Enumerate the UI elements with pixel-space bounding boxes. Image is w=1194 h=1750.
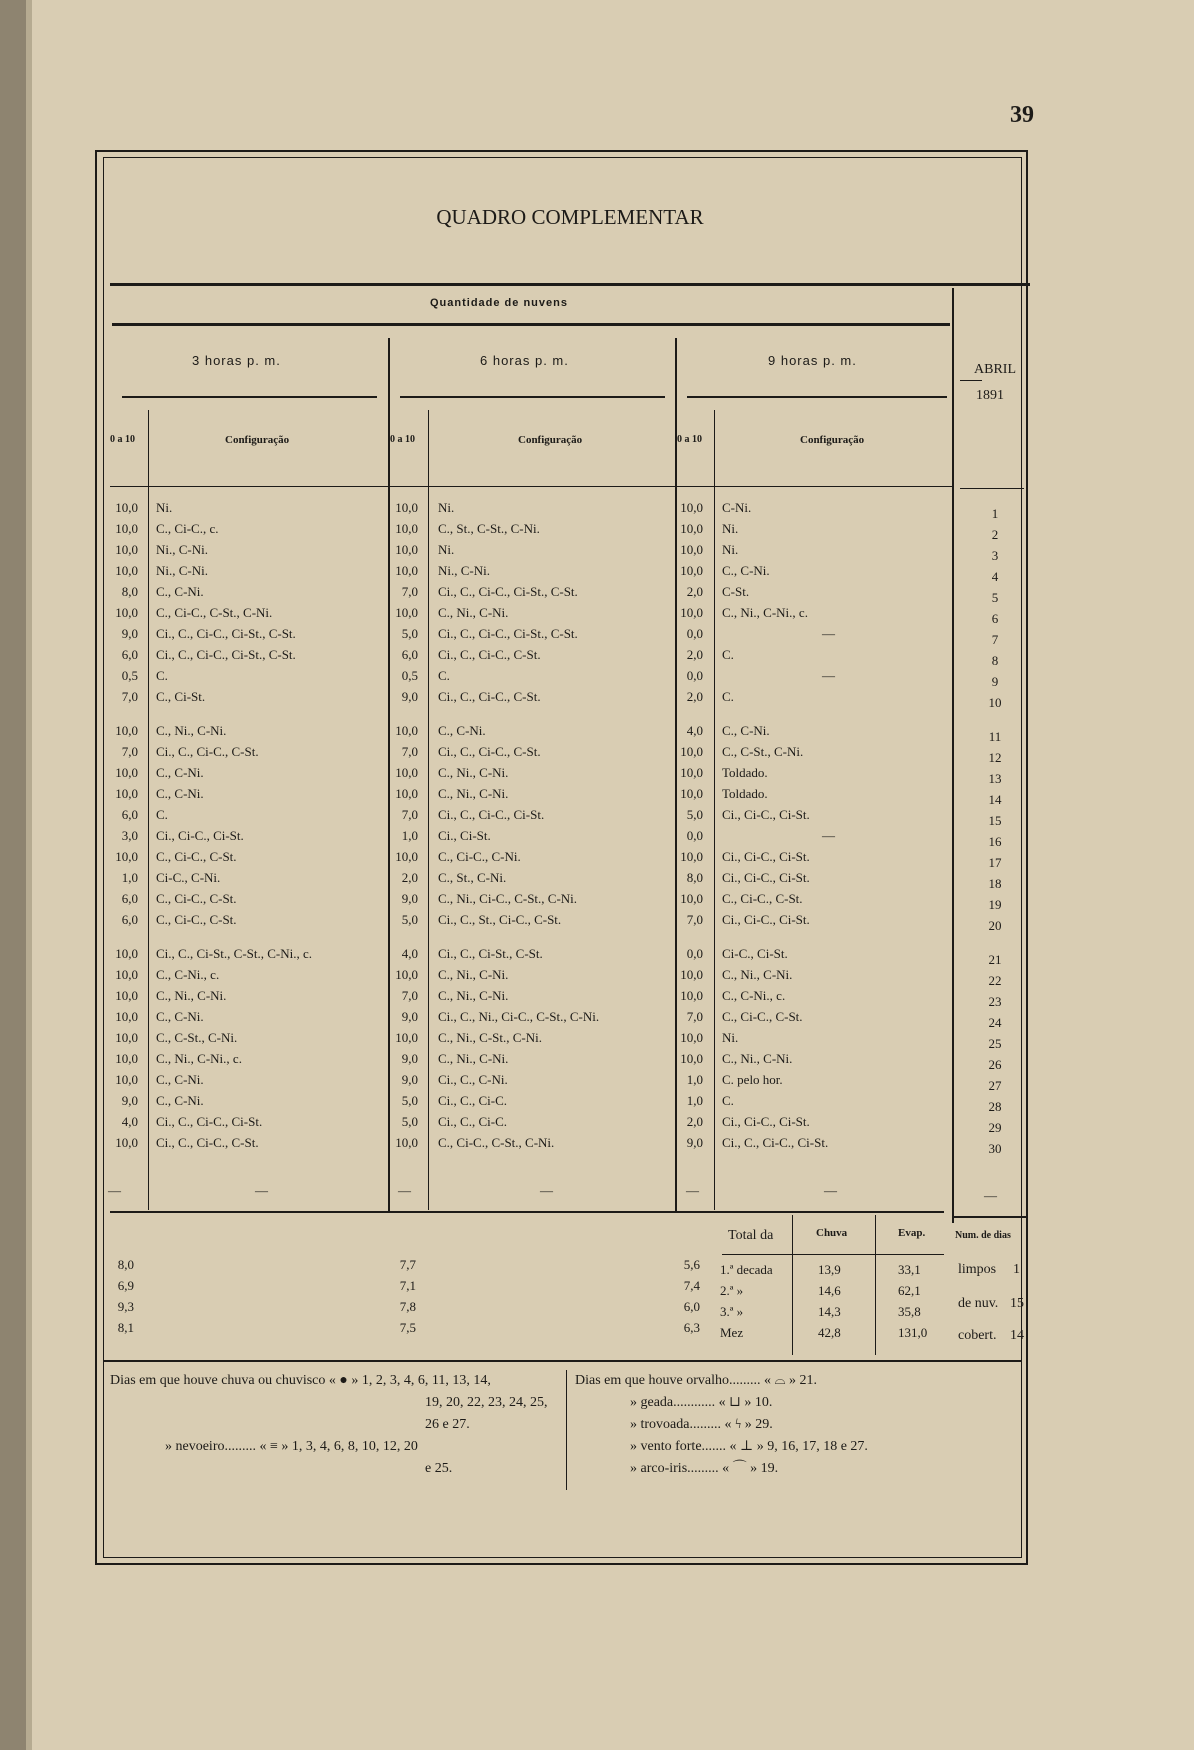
dash-day: —	[984, 1188, 997, 1203]
amount-3pm-cell: 10,0	[115, 946, 138, 961]
config-3pm-cell: Ci., C., Ci-St., C-St., C-Ni., c.	[156, 946, 313, 961]
amount-9pm-cell: 2,0	[686, 647, 703, 662]
totals-divider-1	[792, 1215, 793, 1355]
day-number-cell: 14	[988, 792, 1002, 807]
amount-9pm-cell: 9,0	[686, 1135, 703, 1150]
config-9pm-cell: C., C-Ni., c.	[722, 988, 786, 1003]
config-3pm-cell: Ci-C., C-Ni.	[156, 870, 221, 885]
amount-6pm-cell: 9,0	[401, 1009, 418, 1024]
dash-c1: —	[255, 1183, 268, 1198]
config-6pm-cell: Ni.	[438, 500, 455, 515]
config-3pm-cell: C., Ci-C., C-St.	[156, 849, 237, 864]
amount-6pm-cell: 1,0	[401, 828, 418, 843]
amount-9pm-cell: 10,0	[680, 891, 703, 906]
average-p1-cell: 8,1	[117, 1320, 134, 1335]
config-6pm-cell: C., Ni., C-Ni.	[438, 765, 509, 780]
config-6pm-cell: C., C-Ni.	[438, 723, 486, 738]
amount-6pm-cell: 7,0	[401, 807, 418, 822]
config-3pm-cell: C., C-Ni.	[156, 765, 204, 780]
amount-9pm-cell: 2,0	[686, 584, 703, 599]
amount-9pm-cell: 10,0	[680, 765, 703, 780]
config-9pm-cell: C. pelo hor.	[722, 1072, 783, 1087]
totals-header-rule	[722, 1254, 944, 1255]
config-3pm-cell: C., C-St., C-Ni.	[156, 1030, 238, 1045]
amount-9pm-cell: 0,0	[686, 626, 703, 641]
amount-9pm-cell: 10,0	[680, 500, 703, 515]
nuv-value: 15	[1010, 1296, 1024, 1311]
amount-9pm-cell: 10,0	[680, 988, 703, 1003]
book-binding-edge	[26, 0, 32, 1750]
config-6pm-cell: Ci., C., Ci-C., C-St.	[438, 744, 541, 759]
config-3pm-cell: Ci., C., Ci-C., Ci-St.	[156, 1114, 263, 1129]
amount-6pm-cell: 7,0	[401, 584, 418, 599]
amount-6pm-cell: 6,0	[401, 647, 418, 662]
average-p2-cell: 7,7	[399, 1257, 416, 1272]
totals-label-cell: 1.ª decada	[720, 1262, 773, 1277]
config-3pm-cell: C., C-Ni.	[156, 1093, 204, 1108]
config-9pm-cell: C., Ci-C., C-St.	[722, 1009, 803, 1024]
day-number-cell: 25	[988, 1036, 1002, 1051]
amount-6pm-cell: 9,0	[401, 1051, 418, 1066]
legend-rain-line2: 19, 20, 22, 23, 24, 25,	[425, 1395, 548, 1410]
average-p1-cell: 8,0	[117, 1257, 134, 1272]
amount-3pm-cell: 10,0	[115, 1009, 138, 1024]
amount-3pm-cell: 10,0	[115, 967, 138, 982]
config-6pm-cell: C., Ni., C-Ni.	[438, 1051, 509, 1066]
config-9pm-cell: C-Ni.	[722, 500, 752, 515]
config-3pm-cell: C., Ni., C-Ni., c.	[156, 1051, 242, 1066]
col-config-p1: Configuração	[225, 434, 290, 446]
config-3pm-cell: C., Ci-St.	[156, 689, 206, 704]
config-3pm-cell: Ci., C., Ci-C., Ci-St., C-St.	[156, 647, 296, 662]
config-6pm-cell: Ci., C., Ci-C.	[438, 1093, 507, 1108]
totals-header: Total da	[728, 1228, 774, 1243]
day-number-cell: 13	[988, 771, 1002, 786]
amount-9pm-cell: 10,0	[680, 1051, 703, 1066]
day-number-cell: 3	[991, 548, 999, 563]
amount-9pm-cell: 10,0	[680, 849, 703, 864]
config-3pm-cell: C., Ci-C., C-St., C-Ni.	[156, 605, 273, 620]
dash-a2: —	[398, 1183, 411, 1198]
legend-rainbow: » arco-iris......... « ⌒ » 19.	[630, 1461, 779, 1476]
day-number-cell: 18	[988, 876, 1002, 891]
amount-3pm-cell: 6,0	[121, 807, 138, 822]
amount-6pm-cell: 10,0	[395, 765, 418, 780]
average-p3-cell: 6,3	[683, 1320, 700, 1335]
legend-fog-line2: e 25.	[425, 1461, 453, 1476]
config-9pm-cell: Ni.	[722, 521, 739, 536]
config-3pm-cell: C., C-Ni.	[156, 1009, 204, 1024]
amount-6pm-cell: 5,0	[401, 912, 418, 927]
amount-3pm-cell: 1,0	[121, 870, 138, 885]
amount-6pm-cell: 10,0	[395, 542, 418, 557]
evap-value-cell: 131,0	[898, 1325, 928, 1340]
config-9pm-cell: C.	[722, 1093, 734, 1108]
day-number-cell: 24	[988, 1015, 1002, 1030]
config-9pm-cell: C., C-St., C-Ni.	[722, 744, 804, 759]
page-title: QUADRO COMPLEMENTAR	[436, 205, 704, 229]
amount-9pm-cell: 0,0	[686, 828, 703, 843]
average-p1-cell: 6,9	[117, 1278, 134, 1293]
evap-value-cell: 33,1	[898, 1262, 921, 1277]
config-3pm-cell: Ci., C., Ci-C., C-St.	[156, 1135, 259, 1150]
amount-6pm-cell: 10,0	[395, 605, 418, 620]
amount-3pm-cell: 0,5	[121, 668, 138, 683]
config-6pm-cell: C., Ni., C-Ni.	[438, 605, 509, 620]
config-3pm-cell: C., Ci-C., c.	[156, 521, 219, 536]
legend-top-rule	[103, 1360, 1022, 1362]
amount-9pm-cell: 2,0	[686, 1114, 703, 1129]
config-9pm-cell: Ci., Ci-C., Ci-St.	[722, 1114, 810, 1129]
book-binding	[0, 0, 26, 1750]
config-6pm-cell: C., Ni., C-Ni.	[438, 786, 509, 801]
amount-9pm-cell: 2,0	[686, 689, 703, 704]
day-number-cell: 6	[991, 611, 999, 626]
config-6pm-cell: C., Ni., Ci-C., C-St., C-Ni.	[438, 891, 578, 906]
config-3pm-cell: Ni., C-Ni.	[156, 563, 208, 578]
amount-6pm-cell: 9,0	[401, 1072, 418, 1087]
config-6pm-cell: C., Ni., C-Ni.	[438, 967, 509, 982]
config-9pm-cell: C.	[722, 689, 734, 704]
col-amount-p3: 0 a 10	[677, 434, 702, 445]
amount-3pm-cell: 10,0	[115, 1030, 138, 1045]
config-6pm-cell: Ni., C-Ni.	[438, 563, 490, 578]
amount-6pm-cell: 5,0	[401, 1114, 418, 1129]
config-9pm-cell: C.	[722, 647, 734, 662]
day-number-cell: 1	[991, 506, 999, 521]
cobert-value: 14	[1010, 1328, 1024, 1343]
day-number-cell: 5	[991, 590, 999, 605]
config-6pm-cell: C., Ci-C., C-St., C-Ni.	[438, 1135, 555, 1150]
amount-3pm-cell: 10,0	[115, 1051, 138, 1066]
config-3pm-cell: Ni., C-Ni.	[156, 542, 208, 557]
amount-6pm-cell: 4,0	[401, 946, 418, 961]
config-9pm-cell: Ci., Ci-C., Ci-St.	[722, 807, 810, 822]
day-number-cell: 26	[988, 1057, 1002, 1072]
average-p3-cell: 6,0	[683, 1299, 700, 1314]
col-amount-p1: 0 a 10	[110, 434, 135, 445]
day-number-cell: 16	[988, 834, 1002, 849]
amount-3pm-cell: 10,0	[115, 563, 138, 578]
totals-label-cell: Mez	[720, 1325, 744, 1340]
day-number-cell: 23	[988, 994, 1002, 1009]
amount-3pm-cell: 10,0	[115, 786, 138, 801]
amount-3pm-cell: 10,0	[115, 542, 138, 557]
amount-9pm-cell: 10,0	[680, 786, 703, 801]
amount-3pm-cell: 6,0	[121, 891, 138, 906]
config-6pm-cell: Ci., C., Ci-C.	[438, 1114, 507, 1129]
amount-6pm-cell: 2,0	[401, 870, 418, 885]
config-6pm-cell: C., Ci-C., C-Ni.	[438, 849, 521, 864]
amount-6pm-cell: 10,0	[395, 563, 418, 578]
evap-value-cell: 62,1	[898, 1283, 921, 1298]
config-9pm-cell: —	[822, 828, 835, 843]
day-number-cell: 19	[988, 897, 1002, 912]
average-p2-cell: 7,8	[399, 1299, 416, 1314]
day-number-cell: 10	[988, 695, 1002, 710]
config-3pm-cell: C.	[156, 668, 168, 683]
amount-9pm-cell: 7,0	[686, 1009, 703, 1024]
config-9pm-cell: Ci., Ci-C., Ci-St.	[722, 849, 810, 864]
amount-6pm-cell: 9,0	[401, 891, 418, 906]
period-6pm: 6 horas p. m.	[480, 353, 569, 368]
section-title-rule	[112, 323, 950, 326]
numdias-header: Num. de dias	[955, 1230, 1011, 1241]
config-9pm-cell: Toldado.	[722, 786, 768, 801]
totals-label-cell: 2.ª »	[720, 1283, 744, 1298]
amount-3pm-cell: 7,0	[121, 689, 138, 704]
amount-3pm-cell: 10,0	[115, 521, 138, 536]
amount-3pm-cell: 8,0	[121, 584, 138, 599]
month-label: ABRIL	[974, 362, 1016, 377]
nuv-label: de nuv.	[958, 1296, 999, 1311]
amount-6pm-cell: 7,0	[401, 744, 418, 759]
year-label: 1891	[976, 388, 1004, 403]
period-3pm: 3 horas p. m.	[192, 353, 281, 368]
amount-9pm-cell: 10,0	[680, 521, 703, 536]
amount-6pm-cell: 5,0	[401, 1093, 418, 1108]
rain-header: Chuva	[816, 1227, 848, 1239]
amount-6pm-cell: 5,0	[401, 626, 418, 641]
day-number-cell: 20	[988, 918, 1002, 933]
amount-6pm-cell: 9,0	[401, 689, 418, 704]
col-config-p2: Configuração	[518, 434, 583, 446]
amount-9pm-cell: 10,0	[680, 1030, 703, 1045]
amount-6pm-cell: 10,0	[395, 786, 418, 801]
amount-9pm-cell: 1,0	[686, 1072, 703, 1087]
amount-3pm-cell: 3,0	[121, 828, 138, 843]
average-p3-cell: 5,6	[683, 1257, 700, 1272]
config-9pm-cell: C., Ni., C-Ni.	[722, 967, 793, 982]
day-number-cell: 30	[988, 1141, 1002, 1156]
amount-6pm-cell: 10,0	[395, 723, 418, 738]
config-6pm-cell: Ci., C., Ci-C., Ci-St., C-St.	[438, 626, 578, 641]
config-6pm-cell: Ci., C., Ci-C., C-St.	[438, 647, 541, 662]
totals-divider-2	[875, 1215, 876, 1355]
amount-9pm-cell: 10,0	[680, 605, 703, 620]
day-number-cell: 15	[988, 813, 1002, 828]
amount-3pm-cell: 10,0	[115, 1072, 138, 1087]
legend-rain-line1: Dias em que houve chuva ou chuvisco « ● » 1, 2, 3, 4, 6, 11, 13, 14,	[110, 1373, 491, 1388]
config-6pm-cell: C., St., C-Ni.	[438, 870, 507, 885]
amount-9pm-cell: 1,0	[686, 1093, 703, 1108]
config-9pm-cell: Toldado.	[722, 765, 768, 780]
amount-3pm-cell: 6,0	[121, 647, 138, 662]
period1-rule	[122, 396, 377, 398]
legend-thunder: » trovoada......... « ϟ » 29.	[630, 1417, 773, 1432]
evap-header: Evap.	[898, 1227, 926, 1239]
col-divider-p2	[428, 410, 429, 1210]
month-column-divider	[952, 288, 954, 1223]
config-9pm-cell: Ci., C., Ci-C., Ci-St.	[722, 1135, 829, 1150]
amount-6pm-cell: 0,5	[401, 668, 418, 683]
day-number-cell: 2	[991, 527, 999, 542]
config-3pm-cell: C., Ni., C-Ni.	[156, 988, 227, 1003]
amount-3pm-cell: 9,0	[121, 1093, 138, 1108]
config-9pm-cell: Ni.	[722, 542, 739, 557]
day-number-cell: 7	[991, 632, 999, 647]
page-number: 39	[1010, 102, 1034, 128]
amount-3pm-cell: 10,0	[115, 500, 138, 515]
amount-6pm-cell: 10,0	[395, 967, 418, 982]
amount-3pm-cell: 9,0	[121, 626, 138, 641]
config-9pm-cell: C., Ni., C-Ni., c.	[722, 605, 808, 620]
period-9pm: 9 horas p. m.	[768, 353, 857, 368]
evap-value-cell: 35,8	[898, 1304, 921, 1319]
day-number-cell: 12	[988, 750, 1002, 765]
config-6pm-cell: C., St., C-St., C-Ni.	[438, 521, 540, 536]
config-9pm-cell: —	[822, 668, 835, 683]
dash-c3: —	[824, 1183, 837, 1198]
limpos-value: 1	[1013, 1262, 1020, 1277]
day-number-cell: 11	[988, 729, 1002, 744]
col-divider-p1	[148, 410, 149, 1210]
dash-a3: —	[686, 1183, 699, 1198]
legend-frost: » geada............ « ⊔ » 10.	[630, 1395, 773, 1410]
legend-dew: Dias em que houve orvalho......... « ⌓ » 21.	[575, 1373, 818, 1388]
config-9pm-cell: Ci., Ci-C., Ci-St.	[722, 912, 810, 927]
config-6pm-cell: Ci., C., Ci-C., C-St.	[438, 689, 541, 704]
day-number-cell: 8	[991, 653, 999, 668]
amount-3pm-cell: 10,0	[115, 765, 138, 780]
config-6pm-cell: Ni.	[438, 542, 455, 557]
amount-6pm-cell: 7,0	[401, 988, 418, 1003]
amount-6pm-cell: 10,0	[395, 849, 418, 864]
config-6pm-cell: Ci., Ci-St.	[438, 828, 491, 843]
amount-6pm-cell: 10,0	[395, 1135, 418, 1150]
rain-value-cell: 42,8	[818, 1325, 841, 1340]
limpos-label: limpos	[958, 1262, 997, 1277]
config-9pm-cell: Ci., Ci-C., Ci-St.	[722, 870, 810, 885]
config-9pm-cell: C., C-Ni.	[722, 563, 770, 578]
numdias-top-rule	[953, 1216, 1026, 1218]
day-number-cell: 28	[988, 1099, 1002, 1114]
dash-a1: —	[108, 1183, 121, 1198]
amount-6pm-cell: 10,0	[395, 521, 418, 536]
day-number-cell: 17	[988, 855, 1002, 870]
legend-rain-line3: 26 e 27.	[425, 1417, 470, 1432]
config-3pm-cell: Ni.	[156, 500, 173, 515]
amount-9pm-cell: 8,0	[686, 870, 703, 885]
config-3pm-cell: C.	[156, 807, 168, 822]
amount-3pm-cell: 10,0	[115, 988, 138, 1003]
legend-divider	[566, 1370, 567, 1490]
amount-9pm-cell: 4,0	[686, 723, 703, 738]
dash-c2: —	[540, 1183, 553, 1198]
config-9pm-cell: Ci-C., Ci-St.	[722, 946, 788, 961]
average-p3-cell: 7,4	[683, 1278, 700, 1293]
rain-value-cell: 14,3	[818, 1304, 841, 1319]
amount-9pm-cell: 10,0	[680, 563, 703, 578]
legend-wind: » vento forte....... « ⊥ » 9, 16, 17, 18 e 27.	[630, 1439, 868, 1454]
amount-9pm-cell: 7,0	[686, 912, 703, 927]
month-header-rule	[960, 488, 1024, 489]
config-3pm-cell: Ci., Ci-C., Ci-St.	[156, 828, 244, 843]
amount-3pm-cell: 7,0	[121, 744, 138, 759]
config-6pm-cell: Ci., C., St., Ci-C., C-St.	[438, 912, 562, 927]
config-9pm-cell: Ni.	[722, 1030, 739, 1045]
header-bottom-rule	[110, 486, 952, 487]
col-divider-p3	[714, 410, 715, 1210]
amount-6pm-cell: 10,0	[395, 1030, 418, 1045]
day-number-cell: 27	[988, 1078, 1002, 1093]
amount-3pm-cell: 10,0	[115, 723, 138, 738]
amount-3pm-cell: 10,0	[115, 605, 138, 620]
config-3pm-cell: C., Ni., C-Ni.	[156, 723, 227, 738]
config-6pm-cell: Ci., C., Ni., Ci-C., C-St., C-Ni.	[438, 1009, 600, 1024]
config-9pm-cell: —	[822, 626, 835, 641]
average-p2-cell: 7,1	[399, 1278, 416, 1293]
col-config-p3: Configuração	[800, 434, 865, 446]
legend-fog-line1: » nevoeiro......... « ≡ » 1, 3, 4, 6, 8, 10, 12, 20	[165, 1439, 418, 1454]
day-number-cell: 21	[988, 952, 1002, 967]
totals-label-cell: 3.ª »	[720, 1304, 744, 1319]
day-number-cell: 4	[991, 569, 999, 584]
rain-value-cell: 13,9	[818, 1262, 841, 1277]
config-3pm-cell: C., C-Ni.	[156, 786, 204, 801]
average-p1-cell: 9,3	[117, 1299, 134, 1314]
config-9pm-cell: C., C-Ni.	[722, 723, 770, 738]
config-6pm-cell: C., Ni., C-St., C-Ni.	[438, 1030, 543, 1045]
config-6pm-cell: Ci., C., Ci-C., Ci-St.	[438, 807, 545, 822]
amount-9pm-cell: 10,0	[680, 744, 703, 759]
amount-6pm-cell: 10,0	[395, 500, 418, 515]
config-3pm-cell: Ci., C., Ci-C., C-St.	[156, 744, 259, 759]
config-3pm-cell: C., C-Ni.	[156, 584, 204, 599]
amount-9pm-cell: 10,0	[680, 967, 703, 982]
amount-3pm-cell: 10,0	[115, 1135, 138, 1150]
amount-3pm-cell: 6,0	[121, 912, 138, 927]
period2-rule	[400, 396, 665, 398]
amount-9pm-cell: 0,0	[686, 668, 703, 683]
amount-3pm-cell: 4,0	[121, 1114, 138, 1129]
config-3pm-cell: C., Ci-C., C-St.	[156, 912, 237, 927]
config-3pm-cell: Ci., C., Ci-C., Ci-St., C-St.	[156, 626, 296, 641]
amount-9pm-cell: 0,0	[686, 946, 703, 961]
config-6pm-cell: Ci., C., C-Ni.	[438, 1072, 508, 1087]
month-rule	[960, 380, 982, 381]
config-9pm-cell: C-St.	[722, 584, 750, 599]
config-6pm-cell: Ci., C., Ci-St., C-St.	[438, 946, 543, 961]
config-6pm-cell: Ci., C., Ci-C., Ci-St., C-St.	[438, 584, 578, 599]
averages-top-rule	[110, 1211, 944, 1213]
average-p2-cell: 7,5	[399, 1320, 416, 1335]
section-title: Quantidade de nuvens	[430, 297, 568, 309]
config-9pm-cell: C., Ci-C., C-St.	[722, 891, 803, 906]
cobert-label: cobert.	[958, 1328, 997, 1343]
day-number-cell: 29	[988, 1120, 1002, 1135]
rain-value-cell: 14,6	[818, 1283, 841, 1298]
day-number-cell: 22	[988, 973, 1002, 988]
config-3pm-cell: C., C-Ni.	[156, 1072, 204, 1087]
amount-3pm-cell: 10,0	[115, 849, 138, 864]
amount-9pm-cell: 10,0	[680, 542, 703, 557]
config-3pm-cell: C., Ci-C., C-St.	[156, 891, 237, 906]
config-9pm-cell: C., Ni., C-Ni.	[722, 1051, 793, 1066]
col-amount-p2: 0 a 10	[390, 434, 415, 445]
period3-rule	[687, 396, 947, 398]
config-6pm-cell: C., Ni., C-Ni.	[438, 988, 509, 1003]
config-6pm-cell: C.	[438, 668, 450, 683]
title-divider	[110, 283, 1030, 286]
amount-9pm-cell: 5,0	[686, 807, 703, 822]
day-number-cell: 9	[991, 674, 999, 689]
config-3pm-cell: C., C-Ni., c.	[156, 967, 220, 982]
